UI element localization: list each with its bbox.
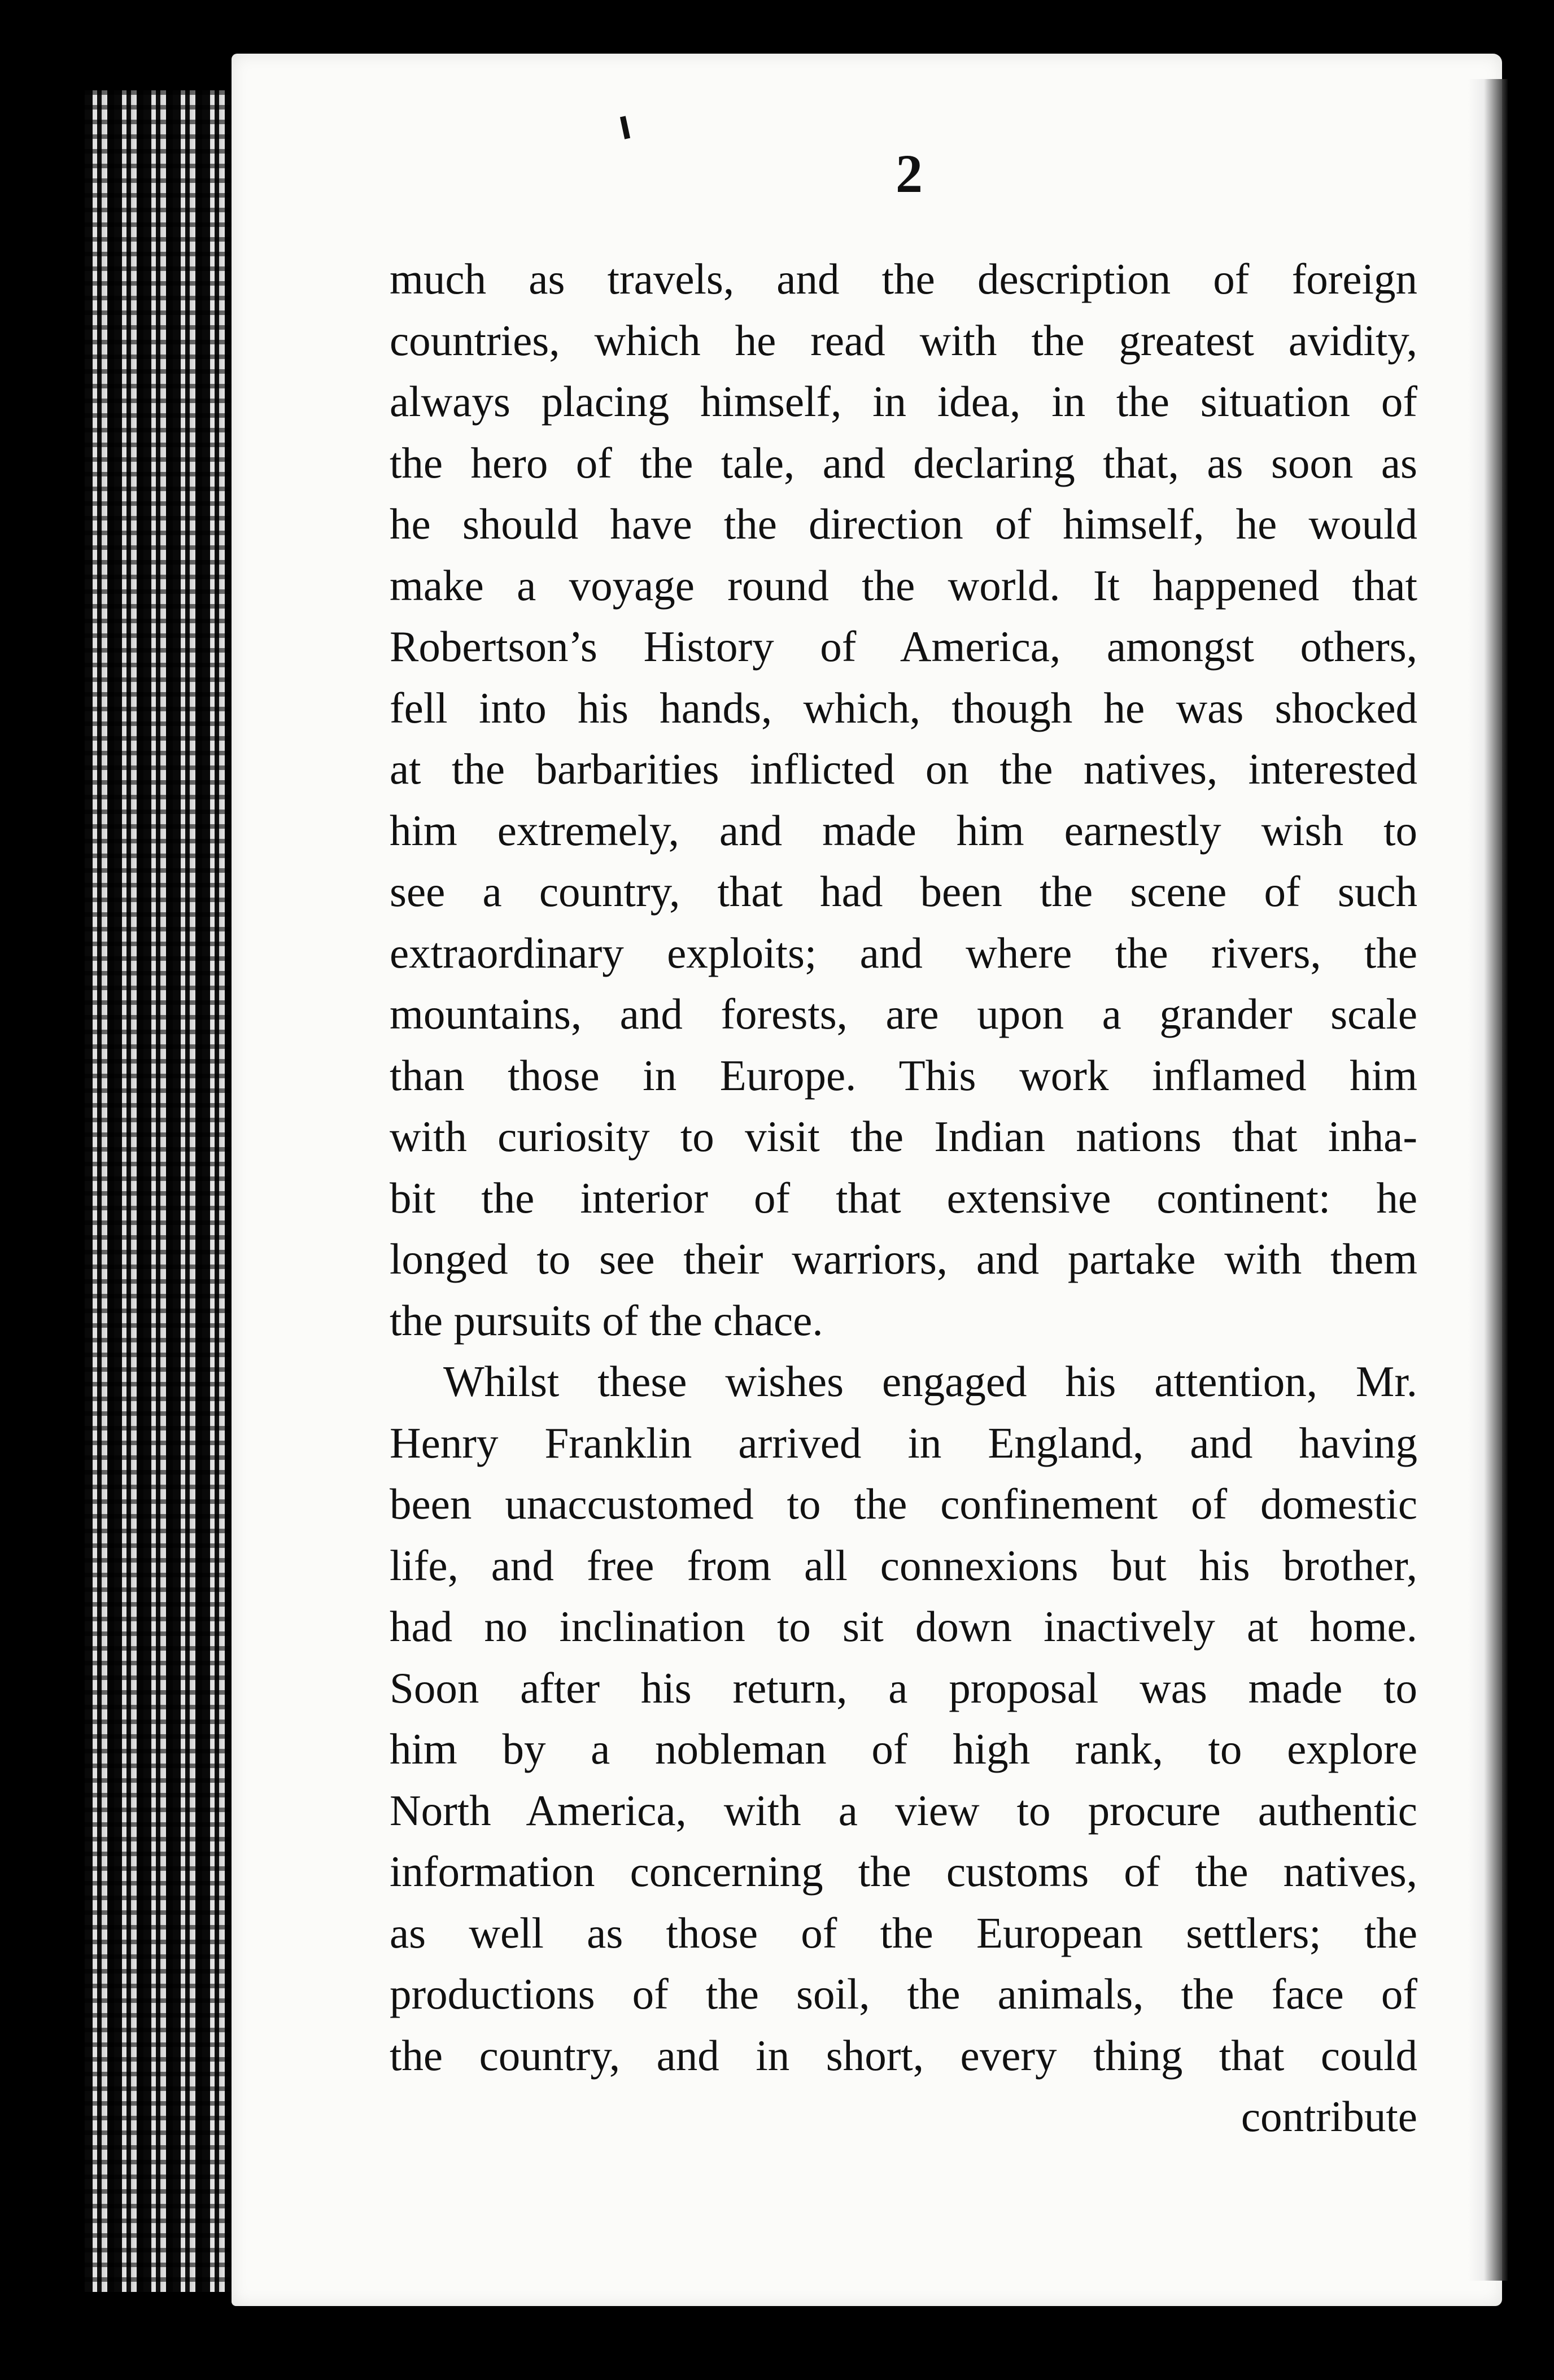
text-line: the country, and in short, every thing that could xyxy=(390,2031,1417,2080)
text-line: than those in Europe. This work inflamed him xyxy=(390,1051,1417,1100)
text-line: information concerning the customs of the natives, xyxy=(390,1847,1417,1896)
text-line: him extremely, and made him earnestly wish to xyxy=(390,806,1417,855)
text-line: the hero of the tale, and declaring that, as soon as xyxy=(390,438,1417,487)
text-line: him by a nobleman of high rank, to explore xyxy=(390,1725,1417,1773)
text-line: with curiosity to visit the Indian nations that inha- xyxy=(390,1112,1417,1161)
text-line: Robertson’s History of America, amongst others, xyxy=(390,622,1417,671)
text-line: Whilst these wishes engaged his attention, Mr. xyxy=(443,1357,1417,1406)
text-line: he should have the direction of himself, he would xyxy=(390,500,1417,548)
body-text xyxy=(390,248,1417,2147)
text-line: bit the interior of that extensive continent: he xyxy=(390,1173,1417,1222)
page-number: 2 xyxy=(896,143,923,204)
text-line: North America, with a view to procure authentic xyxy=(390,1786,1417,1835)
text-line: life, and free from all connexions but his brother, xyxy=(390,1541,1417,1590)
text-line: fell into his hands, which, though he was shocked xyxy=(390,683,1417,732)
text-line: much as travels, and the description of foreign xyxy=(390,255,1417,303)
page-edge xyxy=(1468,79,1508,2281)
text-line: had no inclination to sit down inactively at home. xyxy=(390,1602,1417,1651)
text-line: extraordinary exploits; and where the rivers, the xyxy=(390,928,1417,977)
text-line: Soon after his return, a proposal was made to xyxy=(390,1663,1417,1712)
text-line: longed to see their warriors, and partake with them xyxy=(390,1235,1417,1283)
text-line: mountains, and forests, are upon a grander scale xyxy=(390,990,1417,1038)
text-line: as well as those of the European settlers; the xyxy=(390,1908,1417,1957)
text-line: been unaccustomed to the confinement of domestic xyxy=(390,1480,1417,1528)
text-line: the pursuits of the chace. xyxy=(390,1296,823,1345)
text-line: productions of the soil, the animals, the face of xyxy=(390,1970,1417,2018)
text-line: countries, which he read with the greatest avidity, xyxy=(390,316,1417,365)
book-spine xyxy=(85,90,254,2292)
catchword: contribute xyxy=(1241,2092,1417,2141)
text-line: at the barbarities inflicted on the natives, interested xyxy=(390,745,1417,793)
text-line: Henry Franklin arrived in England, and having xyxy=(390,1418,1417,1467)
text-line: see a country, that had been the scene of such xyxy=(390,867,1417,916)
text-line: make a voyage round the world. It happened that xyxy=(390,561,1417,610)
text-line: always placing himself, in idea, in the situation of xyxy=(390,377,1417,426)
